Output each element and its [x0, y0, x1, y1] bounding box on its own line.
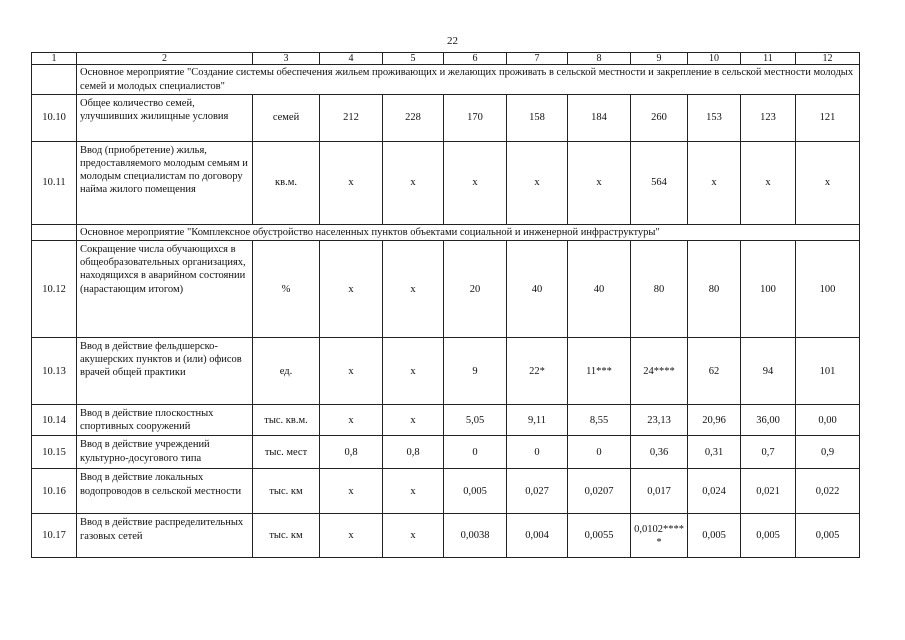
value-cell: 158	[507, 95, 568, 142]
unit-cell: кв.м.	[253, 142, 320, 225]
indicator-description: Ввод в действие плоскостных спортивных сооружений	[77, 405, 253, 436]
unit-cell: тыс. мест	[253, 436, 320, 469]
value-cell: 0,00	[796, 405, 860, 436]
value-cell: 100	[796, 241, 860, 338]
unit-cell: семей	[253, 95, 320, 142]
table-row	[32, 95, 860, 142]
value-cell: 0	[444, 436, 507, 469]
value-cell: х	[383, 405, 444, 436]
column-number: 7	[507, 53, 568, 65]
value-cell: 8,55	[568, 405, 631, 436]
value-cell: х	[444, 142, 507, 225]
value-cell: 22*	[507, 338, 568, 405]
unit-cell: тыс. км	[253, 514, 320, 558]
unit-cell: ед.	[253, 338, 320, 405]
section-title: Основное мероприятие "Создание системы обеспечения жильем проживающих и желающих проживать в сельской местности и закрепление в сельской местности молодых семей и молодых специалистов"	[77, 65, 860, 95]
column-number: 6	[444, 53, 507, 65]
value-cell: 0,004	[507, 514, 568, 558]
row-number: 10.15	[32, 436, 77, 469]
indicator-description: Сокращение числа обучающихся в общеобразовательных организациях, находящихся в аварийном состоянии (нарастающим итогом)	[77, 241, 253, 338]
value-cell: 11***	[568, 338, 631, 405]
value-cell: 5,05	[444, 405, 507, 436]
value-cell: 101	[796, 338, 860, 405]
column-number: 8	[568, 53, 631, 65]
row-number: 10.12	[32, 241, 77, 338]
value-cell: 40	[507, 241, 568, 338]
value-cell: х	[383, 241, 444, 338]
unit-cell: тыс. кв.м.	[253, 405, 320, 436]
value-cell: 212	[320, 95, 383, 142]
value-cell: 0,0055	[568, 514, 631, 558]
value-cell: 9	[444, 338, 507, 405]
column-number: 9	[631, 53, 688, 65]
value-cell: 0,31	[688, 436, 741, 469]
value-cell: 40	[568, 241, 631, 338]
value-cell: х	[320, 241, 383, 338]
value-cell: 123	[741, 95, 796, 142]
indicator-description: Ввод в действие локальных водопроводов в сельской местности	[77, 469, 253, 514]
value-cell: 20	[444, 241, 507, 338]
indicator-description: Общее количество семей, улучшивших жилищные условия	[77, 95, 253, 142]
value-cell: х	[320, 469, 383, 514]
value-cell: 0	[507, 436, 568, 469]
row-number: 10.13	[32, 338, 77, 405]
row-number: 10.10	[32, 95, 77, 142]
column-number: 5	[383, 53, 444, 65]
unit-cell: тыс. км	[253, 469, 320, 514]
value-cell: х	[320, 338, 383, 405]
value-cell: 170	[444, 95, 507, 142]
value-cell: 0,36	[631, 436, 688, 469]
column-number: 12	[796, 53, 860, 65]
value-cell: 260	[631, 95, 688, 142]
value-cell: 0,027	[507, 469, 568, 514]
table-row	[32, 469, 860, 514]
table-row	[32, 436, 860, 469]
value-cell: х	[507, 142, 568, 225]
table-row	[32, 514, 860, 558]
value-cell: 0,7	[741, 436, 796, 469]
column-number: 11	[741, 53, 796, 65]
row-number: 10.14	[32, 405, 77, 436]
value-cell: 228	[383, 95, 444, 142]
value-cell: 0,0102*****	[631, 514, 688, 558]
column-number: 4	[320, 53, 383, 65]
column-number: 1	[32, 53, 77, 65]
row-number: 10.11	[32, 142, 77, 225]
value-cell: х	[383, 338, 444, 405]
value-cell: х	[688, 142, 741, 225]
value-cell: х	[383, 142, 444, 225]
section-row	[32, 65, 860, 95]
value-cell: 80	[688, 241, 741, 338]
value-cell: 0,022	[796, 469, 860, 514]
value-cell: 80	[631, 241, 688, 338]
value-cell: 0,024	[688, 469, 741, 514]
value-cell: 36,00	[741, 405, 796, 436]
value-cell: 9,11	[507, 405, 568, 436]
value-cell: 94	[741, 338, 796, 405]
indicator-description: Ввод в действие распределительных газовых сетей	[77, 514, 253, 558]
value-cell: 0,005	[741, 514, 796, 558]
value-cell: х	[383, 514, 444, 558]
section-title: Основное мероприятие "Комплексное обустройство населенных пунктов объектами социальной и инженерной инфраструктуры"	[77, 225, 860, 241]
value-cell: х	[741, 142, 796, 225]
value-cell: 0,005	[796, 514, 860, 558]
value-cell: 0,017	[631, 469, 688, 514]
indicators-table	[31, 52, 860, 558]
row-number: 10.17	[32, 514, 77, 558]
value-cell: 0,005	[444, 469, 507, 514]
value-cell: х	[568, 142, 631, 225]
indicator-description: Ввод в действие учреждений культурно-досугового типа	[77, 436, 253, 469]
value-cell: 0,005	[688, 514, 741, 558]
indicator-description: Ввод (приобретение) жилья, предоставляемого молодым семьям и молодым специалистам по договору найма жилого помещения	[77, 142, 253, 225]
value-cell: 0,8	[383, 436, 444, 469]
value-cell: х	[320, 405, 383, 436]
column-number: 3	[253, 53, 320, 65]
value-cell: 0,0207	[568, 469, 631, 514]
value-cell: 564	[631, 142, 688, 225]
column-number: 10	[688, 53, 741, 65]
row-number: 10.16	[32, 469, 77, 514]
page-number: 22	[447, 35, 458, 47]
table-row	[32, 405, 860, 436]
value-cell: 153	[688, 95, 741, 142]
value-cell: 24****	[631, 338, 688, 405]
value-cell: 0	[568, 436, 631, 469]
value-cell: 23,13	[631, 405, 688, 436]
unit-cell: %	[253, 241, 320, 338]
value-cell: х	[320, 514, 383, 558]
value-cell: 0,021	[741, 469, 796, 514]
indicator-description: Ввод в действие фельдшерско-акушерских пунктов и (или) офисов врачей общей практики	[77, 338, 253, 405]
empty-cell	[32, 65, 77, 95]
table-row	[32, 241, 860, 338]
table-row	[32, 142, 860, 225]
column-number-row	[32, 53, 860, 65]
value-cell: х	[383, 469, 444, 514]
section-row	[32, 225, 860, 241]
value-cell: х	[796, 142, 860, 225]
value-cell: 0,9	[796, 436, 860, 469]
value-cell: 20,96	[688, 405, 741, 436]
value-cell: 184	[568, 95, 631, 142]
value-cell: 0,0038	[444, 514, 507, 558]
value-cell: 0,8	[320, 436, 383, 469]
value-cell: х	[320, 142, 383, 225]
empty-cell	[32, 225, 77, 241]
table-row	[32, 338, 860, 405]
column-number: 2	[77, 53, 253, 65]
value-cell: 121	[796, 95, 860, 142]
value-cell: 100	[741, 241, 796, 338]
value-cell: 62	[688, 338, 741, 405]
